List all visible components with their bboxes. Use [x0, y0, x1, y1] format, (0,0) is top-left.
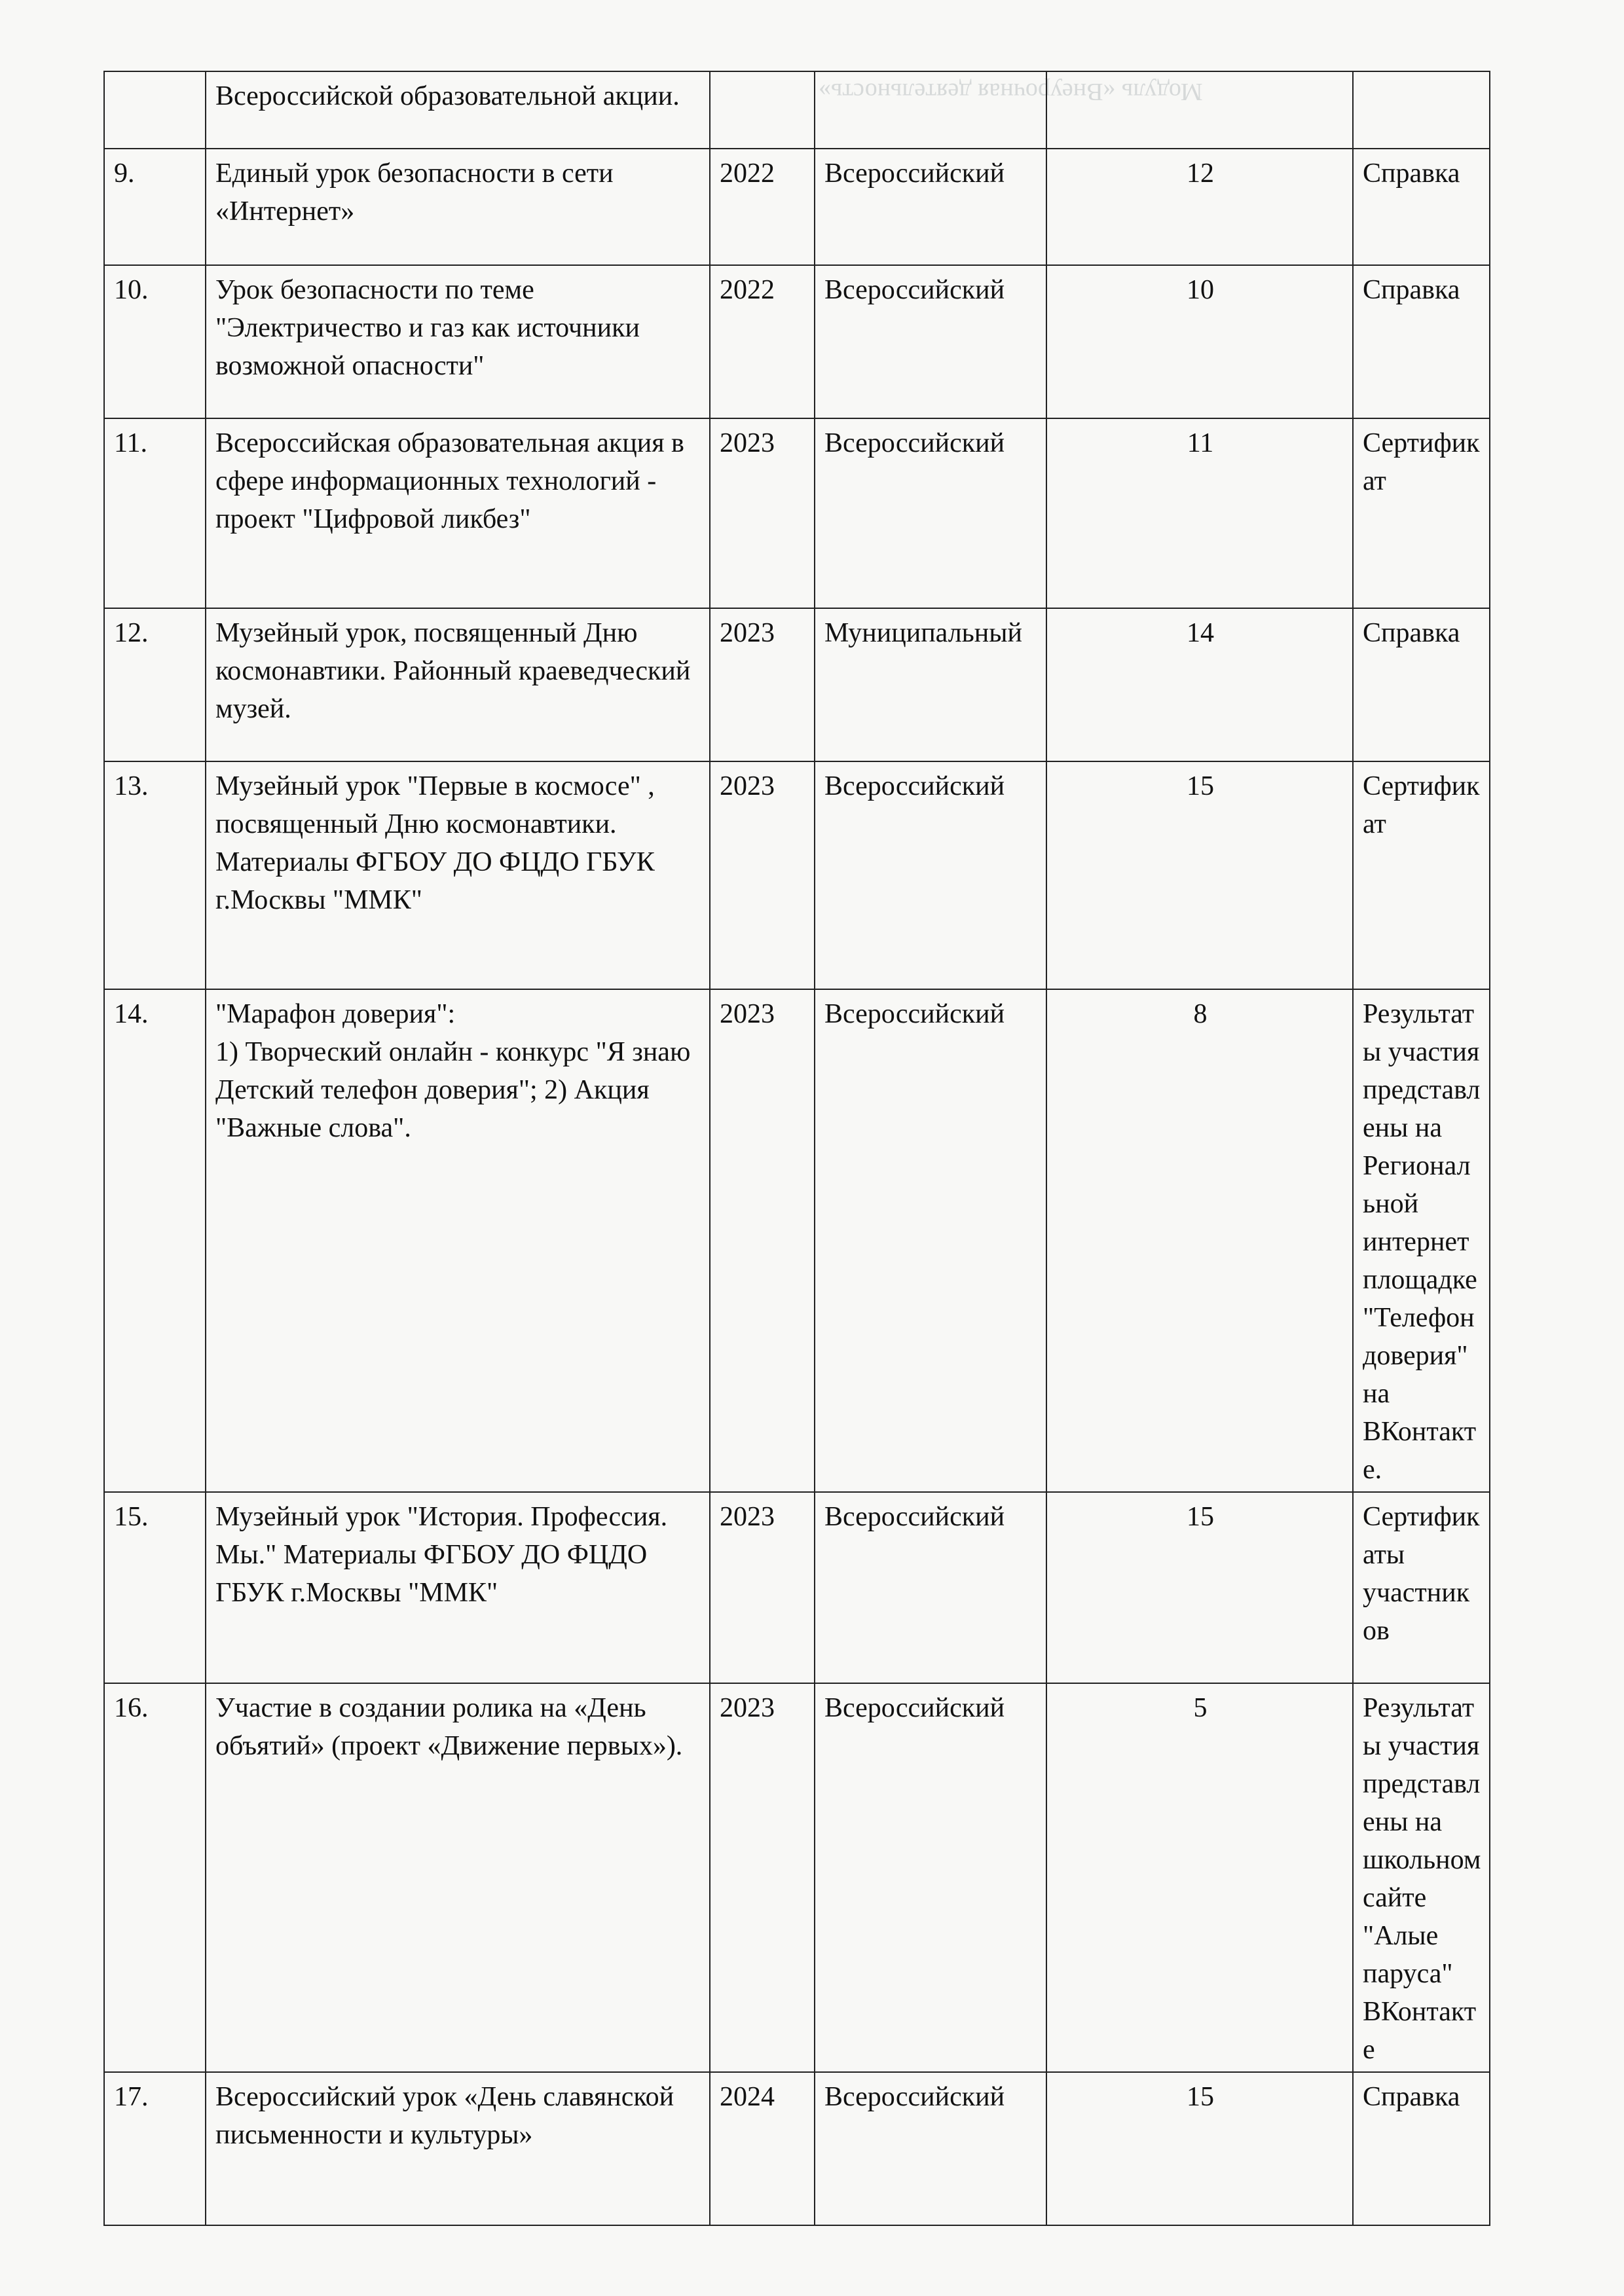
table-body [104, 71, 1490, 2225]
event-name: Всероссийский урок «День славянской письменности и культуры» [206, 2072, 710, 2225]
event-year: 2023 [710, 608, 815, 761]
event-result: Сертификат [1353, 418, 1490, 608]
event-name: Участие в создании ролика на «День объятий» (проект «Движение первых»). [206, 1683, 710, 2072]
row-number: 14. [104, 989, 206, 1492]
row-number: 12. [104, 608, 206, 761]
participant-count: 11 [1046, 418, 1353, 608]
event-name: Урок безопасности по теме "Электричество и газ как источники возможной опасности" [206, 265, 710, 418]
event-name: Всероссийская образовательная акция в сфере информационных технологий - проект "Цифровой ликбез" [206, 418, 710, 608]
table-row [104, 71, 1490, 149]
event-result: Сертификат [1353, 761, 1490, 989]
participant-count: 10 [1046, 265, 1353, 418]
event-year [710, 71, 815, 149]
row-number: 17. [104, 2072, 206, 2225]
event-level: Всероссийский [815, 418, 1046, 608]
event-name: Всероссийской образовательной акции. [206, 71, 710, 149]
event-level: Всероссийский [815, 989, 1046, 1492]
event-result: Справка [1353, 149, 1490, 265]
table-row [104, 265, 1490, 418]
event-level: Муниципальный [815, 608, 1046, 761]
row-number [104, 71, 206, 149]
row-number: 15. [104, 1492, 206, 1683]
table-row [104, 608, 1490, 761]
table-row [104, 989, 1490, 1492]
table-row [104, 149, 1490, 265]
event-name: Музейный урок, посвященный Дню космонавтики. Районный краеведческий музей. [206, 608, 710, 761]
event-year: 2022 [710, 265, 815, 418]
event-result [1353, 71, 1490, 149]
participant-count: 14 [1046, 608, 1353, 761]
row-number: 16. [104, 1683, 206, 2072]
row-number: 11. [104, 418, 206, 608]
event-name: Музейный урок "Первые в космосе" , посвященный Дню космонавтики. Материалы ФГБОУ ДО ФЦДО ГБУК г.Москвы "ММК" [206, 761, 710, 989]
event-level: Всероссийский [815, 2072, 1046, 2225]
event-result: Справка [1353, 2072, 1490, 2225]
event-level [815, 71, 1046, 149]
event-level: Всероссийский [815, 265, 1046, 418]
event-result: Сертификаты участников [1353, 1492, 1490, 1683]
row-number: 10. [104, 265, 206, 418]
table-row [104, 418, 1490, 608]
event-year: 2024 [710, 2072, 815, 2225]
participant-count: 12 [1046, 149, 1353, 265]
event-level: Всероссийский [815, 1683, 1046, 2072]
event-name: Музейный урок "История. Профессия. Мы." Материалы ФГБОУ ДО ФЦДО ГБУК г.Москвы "ММК" [206, 1492, 710, 1683]
event-level: Всероссийский [815, 149, 1046, 265]
event-result: Справка [1353, 265, 1490, 418]
table-row [104, 1492, 1490, 1683]
row-number: 9. [104, 149, 206, 265]
event-result: Результаты участия представлены на Региональной интернет площадке "Телефон доверия" на ВКонтакте. [1353, 989, 1490, 1492]
events-table [103, 71, 1490, 2226]
event-level: Всероссийский [815, 1492, 1046, 1683]
table-row [104, 2072, 1490, 2225]
table-row [104, 1683, 1490, 2072]
event-year: 2023 [710, 418, 815, 608]
participant-count: 15 [1046, 2072, 1353, 2225]
participant-count: 15 [1046, 761, 1353, 989]
participant-count: 5 [1046, 1683, 1353, 2072]
table-row [104, 761, 1490, 989]
event-name: Единый урок безопасности в сети «Интернет» [206, 149, 710, 265]
participant-count: 8 [1046, 989, 1353, 1492]
event-result: Справка [1353, 608, 1490, 761]
event-level: Всероссийский [815, 761, 1046, 989]
event-year: 2022 [710, 149, 815, 265]
participant-count [1046, 71, 1353, 149]
participant-count: 15 [1046, 1492, 1353, 1683]
event-result: Результаты участия представлены на школьном сайте "Алые паруса" ВКонтакте [1353, 1683, 1490, 2072]
row-number: 13. [104, 761, 206, 989]
event-year: 2023 [710, 1683, 815, 2072]
bleed-through-text: Модуль «Внеурочная деятельность» [819, 78, 1203, 105]
event-year: 2023 [710, 1492, 815, 1683]
event-year: 2023 [710, 989, 815, 1492]
event-name: "Марафон доверия": 1) Творческий онлайн - конкурс "Я знаю Детский телефон доверия"; 2) Акция "Важные слова". [206, 989, 710, 1492]
event-year: 2023 [710, 761, 815, 989]
